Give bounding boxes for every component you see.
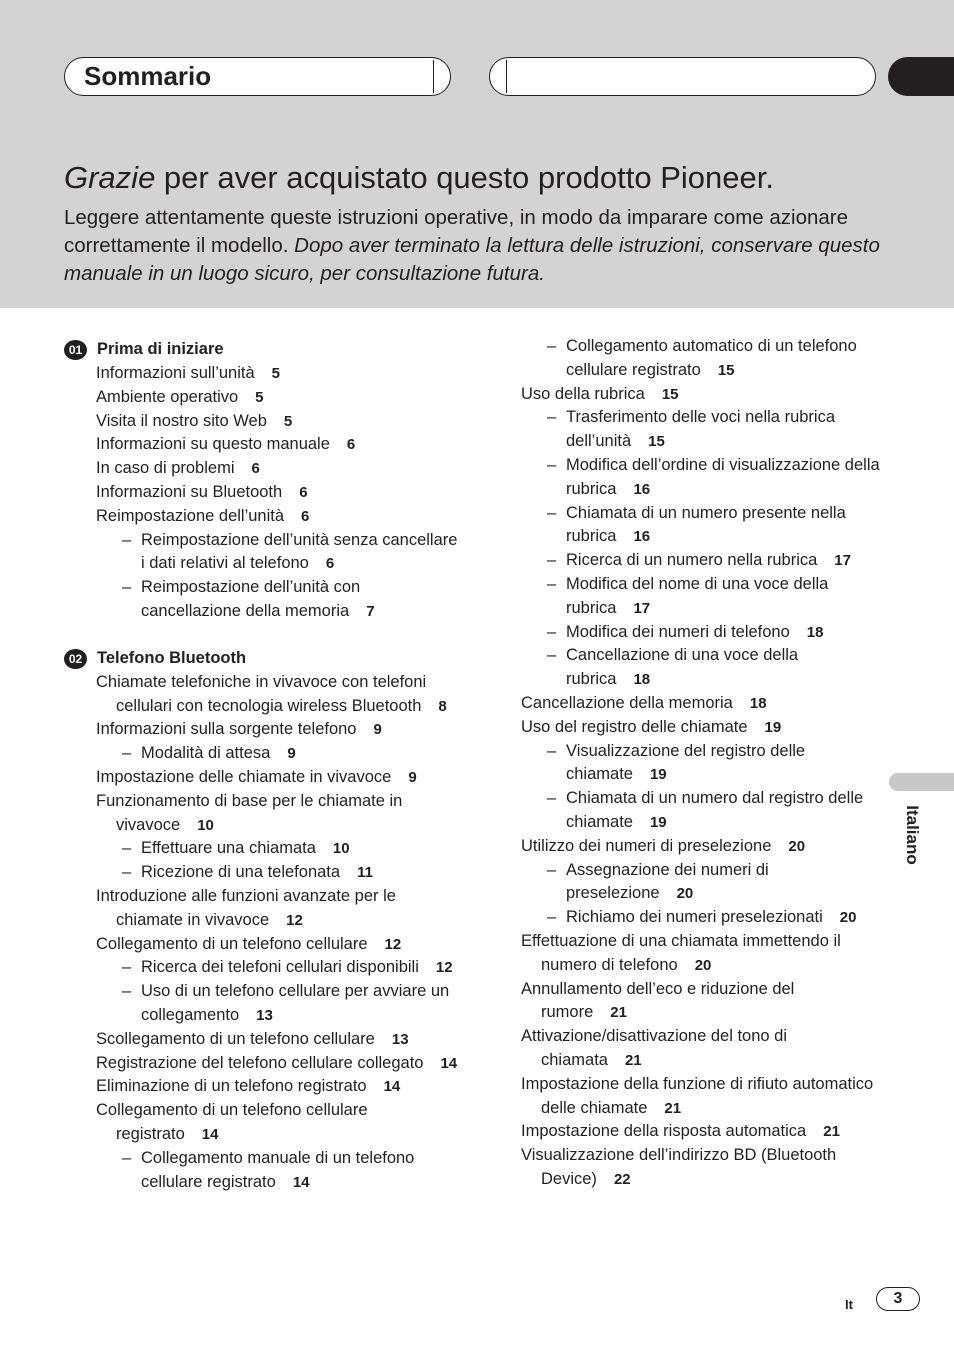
- toc-entry-text: Informazioni sull’unità: [96, 364, 255, 382]
- toc-entry-text: Reimpostazione dell’unità senza cancellare i dati relativi al telefono: [141, 530, 458, 573]
- toc-entry-text: Uso della rubrica: [521, 384, 645, 403]
- toc-entry-text: Informazioni su questo manuale: [96, 435, 330, 454]
- toc-entry-text: Assegnazione dei numeri di preselezione: [566, 860, 769, 903]
- toc-entry-text: Funzionamento di base per le chiamate in vivavoce: [96, 791, 403, 834]
- toc-entry[interactable]: [64, 433, 464, 457]
- toc-page-number: 21: [823, 1123, 840, 1141]
- toc-entry-text: Cancellazione della memoria: [521, 693, 733, 712]
- toc-entry-text: Informazioni su Bluetooth: [96, 482, 283, 501]
- toc-page-number: 15: [661, 385, 679, 403]
- toc-page-number: 20: [839, 909, 857, 927]
- toc-entry[interactable]: [64, 933, 464, 957]
- dash-bullet: –: [122, 578, 132, 597]
- intro-heading: [64, 157, 774, 199]
- toc-entry[interactable]: [64, 529, 464, 577]
- toc-entry-text: Chiamata di un numero presente nella rubrica: [566, 503, 846, 546]
- dash-bullet: –: [547, 789, 557, 808]
- toc-page-number: 17: [834, 552, 851, 570]
- toc-page-number: 21: [610, 1004, 627, 1022]
- tab-divider: [433, 60, 434, 93]
- toc-page-number: 18: [633, 671, 651, 689]
- chapter-title: Prima di iniziare: [97, 340, 224, 358]
- toc-entry[interactable]: [64, 671, 464, 719]
- toc-entry[interactable]: [521, 549, 881, 573]
- toc-right-column: [521, 335, 881, 1192]
- toc-page-number: 12: [384, 935, 402, 953]
- language-side-tab: [889, 773, 954, 791]
- toc-entry[interactable]: [521, 1025, 881, 1073]
- toc-entry[interactable]: [64, 742, 464, 766]
- toc-page-number: 12: [286, 911, 303, 929]
- toc-page-number: 10: [332, 840, 350, 858]
- toc-entry-text: Collegamento manuale di un telefono cellulare registrato: [141, 1148, 415, 1191]
- dash-bullet: –: [547, 503, 557, 522]
- toc-entry-text: Visita il nostro sito Web: [96, 411, 267, 430]
- chapter-heading[interactable]: [64, 338, 464, 362]
- dash-bullet: –: [122, 982, 132, 1001]
- dash-bullet: –: [547, 574, 557, 593]
- dash-bullet: –: [122, 839, 132, 858]
- toc-entry[interactable]: [64, 410, 464, 434]
- dash-bullet: –: [122, 958, 132, 977]
- toc-left-column: [64, 338, 464, 1194]
- toc-entry-text: Informazioni sulla sorgente telefono: [96, 720, 357, 739]
- toc-entry-text: Reimpostazione dell’unità con cancellazione della memoria: [141, 578, 361, 620]
- toc-entry[interactable]: [64, 481, 464, 505]
- toc-page-number: 6: [346, 436, 356, 454]
- toc-page-number: 19: [649, 766, 667, 784]
- toc-page-number: 7: [366, 602, 375, 620]
- toc-page-number: 13: [391, 1030, 409, 1048]
- toc-entry[interactable]: [64, 790, 464, 838]
- toc-entry-text: Modifica dell’ordine di visualizzazione della rubrica: [566, 455, 880, 498]
- toc-entry-text: Modifica dei numeri di telefono: [566, 622, 790, 641]
- toc-entry[interactable]: [64, 576, 464, 624]
- dash-bullet: –: [547, 622, 557, 641]
- toc-entry[interactable]: [64, 1052, 464, 1076]
- toc-page-number: 8: [438, 697, 447, 715]
- toc-page-number: 19: [764, 718, 782, 736]
- language-code: It: [845, 1297, 853, 1312]
- toc-page-number: 20: [676, 885, 694, 903]
- toc-entry[interactable]: [521, 716, 881, 740]
- toc-page-number: 12: [435, 959, 453, 977]
- intro-italic-text: Dopo aver terminato la lettura delle istruzioni, conservare questo manuale in un luogo sicuro, per consultazione futura.: [64, 234, 880, 285]
- toc-page-number: 14: [201, 1125, 219, 1143]
- toc-entry[interactable]: [521, 1120, 881, 1144]
- toc-entry[interactable]: [521, 406, 881, 454]
- toc-entry[interactable]: [64, 1099, 464, 1147]
- toc-entry[interactable]: [521, 1144, 881, 1192]
- toc-entry-text: Collegamento di un telefono cellulare registrato: [96, 1101, 368, 1143]
- toc-page-number: 11: [357, 864, 373, 882]
- dash-bullet: –: [122, 1148, 132, 1167]
- dash-bullet: –: [122, 530, 132, 549]
- tab-divider: [506, 60, 507, 93]
- empty-tab: [489, 57, 876, 96]
- heading-rest: per aver acquistato questo prodotto Pioneer.: [155, 160, 774, 195]
- toc-entry-text: Visualizzazione dell’indirizzo BD (Bluetooth Device): [521, 1146, 837, 1188]
- toc-entry-text: Modalità di attesa: [141, 744, 271, 763]
- toc-chapter: [64, 647, 464, 1195]
- toc-entry[interactable]: [521, 740, 881, 788]
- toc-entry-text: Cancellazione di una voce della rubrica: [566, 646, 799, 689]
- chapter-title: Telefono Bluetooth: [97, 648, 247, 667]
- toc-entry[interactable]: [521, 502, 881, 550]
- toc-entry[interactable]: [521, 906, 881, 930]
- toc-entry[interactable]: [64, 457, 464, 481]
- toc-entry[interactable]: [64, 766, 464, 790]
- toc-page-number: 20: [694, 956, 712, 974]
- toc-entry-text: Utilizzo dei numeri di preselezione: [521, 836, 772, 855]
- toc-entry-text: Impostazione delle chiamate in vivavoce: [96, 767, 392, 786]
- toc-entry-text: Ricerca dei telefoni cellulari disponibili: [141, 958, 419, 977]
- intro-plain-text: Leggere attentamente queste istruzioni operative, in modo da imparare come azionare correttamente il modello.: [64, 206, 849, 257]
- toc-entry-text: Effettuazione di una chiamata immettendo il numero di telefono: [521, 931, 841, 974]
- toc-entry[interactable]: [521, 692, 881, 716]
- section-title: Sommario: [84, 61, 212, 91]
- toc-entry[interactable]: [64, 837, 464, 861]
- toc-entry[interactable]: [64, 362, 464, 386]
- toc-entry[interactable]: [521, 454, 881, 502]
- toc-entry-text: Visualizzazione del registro delle chiamate: [566, 741, 806, 784]
- toc-entry[interactable]: [521, 335, 881, 383]
- toc-page-number: 5: [255, 388, 264, 406]
- toc-page-number: 22: [613, 1170, 631, 1188]
- toc-entry[interactable]: [64, 1147, 464, 1195]
- toc-entry-text: Eliminazione di un telefono registrato: [96, 1077, 367, 1096]
- toc-entry[interactable]: [521, 573, 881, 621]
- dash-bullet: –: [547, 646, 557, 665]
- toc-entry[interactable]: [521, 383, 881, 407]
- toc-entry-text: Ambiente operativo: [96, 387, 239, 406]
- toc-page-number: 9: [373, 721, 382, 739]
- toc-entry[interactable]: [521, 1073, 881, 1121]
- toc-entry-text: Annullamento dell’eco e riduzione del rumore: [521, 979, 795, 1022]
- chapter-number-badge: 01: [64, 340, 87, 360]
- toc-page-number: 5: [283, 412, 293, 430]
- toc-entry-text: Richiamo dei numeri preselezionati: [566, 908, 823, 927]
- toc-page-number: 18: [806, 623, 824, 641]
- toc-page-number: 18: [749, 694, 767, 712]
- toc-page-number: 15: [717, 361, 735, 379]
- toc-chapter: [64, 338, 464, 624]
- toc-page-number: 6: [325, 555, 335, 573]
- toc-entry-text: Scollegamento di un telefono cellulare: [96, 1029, 375, 1048]
- toc-entry[interactable]: [521, 621, 881, 645]
- toc-entry-text: Introduzione alle funzioni avanzate per le chiamate in vivavoce: [96, 886, 396, 929]
- toc-page-number: 19: [649, 813, 667, 831]
- toc-entry[interactable]: [64, 885, 464, 933]
- toc-entry-text: Reimpostazione dell’unità: [96, 506, 285, 525]
- toc-entry-text: Trasferimento delle voci nella rubrica dell’unità: [566, 408, 836, 451]
- toc-page-number: 6: [301, 507, 310, 525]
- toc-entry-text: Ricezione di una telefonata: [141, 863, 341, 882]
- toc-page-number: 6: [299, 483, 308, 501]
- toc-entry[interactable]: [521, 644, 881, 692]
- toc-page-number: 21: [664, 1099, 682, 1117]
- toc-entry-text: Chiamate telefoniche in vivavoce con telefoni cellulari con tecnologia wireless Bluetooth: [96, 672, 427, 715]
- dash-bullet: –: [547, 908, 557, 927]
- toc-entry[interactable]: [64, 718, 464, 742]
- toc-page-number: 9: [287, 745, 296, 763]
- toc-page-number: 9: [408, 768, 417, 786]
- toc-entry[interactable]: [64, 1028, 464, 1052]
- toc-entry-text: Uso del registro delle chiamate: [521, 717, 748, 736]
- chapter-heading[interactable]: [64, 647, 464, 671]
- dash-bullet: –: [547, 455, 557, 474]
- black-tab: [888, 57, 954, 96]
- toc-entry-text: Collegamento di un telefono cellulare: [96, 934, 368, 953]
- toc-entry-text: Collegamento automatico di un telefono cellulare registrato: [566, 337, 857, 379]
- intro-paragraph: [64, 204, 884, 288]
- dash-bullet: –: [122, 863, 132, 882]
- page-number: 3: [876, 1287, 920, 1311]
- toc-page-number: 16: [633, 528, 651, 546]
- heading-emphasis: Grazie: [64, 160, 156, 195]
- toc-entry[interactable]: [521, 835, 881, 859]
- toc-page-number: 21: [624, 1051, 642, 1069]
- toc-page-number: 20: [788, 837, 806, 855]
- toc-page-number: 16: [633, 480, 651, 498]
- toc-page-number: 14: [292, 1173, 310, 1191]
- dash-bullet: –: [547, 860, 557, 879]
- toc-entry-text: Ricerca di un numero nella rubrica: [566, 551, 818, 570]
- dash-bullet: –: [547, 337, 557, 355]
- toc-page-number: 6: [251, 460, 260, 478]
- toc-entry-text: Modifica del nome di una voce della rubrica: [566, 574, 829, 617]
- dash-bullet: –: [122, 744, 132, 763]
- chapter-number-badge: 02: [64, 649, 87, 669]
- toc-entry-text: Impostazione della funzione di rifiuto automatico delle chiamate: [521, 1074, 874, 1117]
- toc-entry-text: Impostazione della risposta automatica: [521, 1122, 807, 1141]
- toc-page-number: 10: [197, 816, 214, 834]
- dash-bullet: –: [547, 408, 557, 427]
- toc-page-number: 14: [440, 1054, 458, 1072]
- toc-entry-text: Uso di un telefono cellulare per avviare un collegamento: [141, 982, 450, 1024]
- toc-entry[interactable]: [521, 787, 881, 835]
- toc-page-number: 17: [633, 599, 651, 617]
- toc-entry-text: Attivazione/disattivazione del tono di chiamata: [521, 1027, 787, 1069]
- toc-entry[interactable]: [64, 861, 464, 885]
- dash-bullet: –: [547, 551, 557, 570]
- toc-page-number: 14: [383, 1078, 401, 1096]
- toc-entry-text: Registrazione del telefono cellulare collegato: [96, 1053, 424, 1072]
- toc-page-number: 15: [648, 433, 665, 451]
- dash-bullet: –: [547, 741, 557, 760]
- toc-entry-text: Chiamata di un numero dal registro delle chiamate: [566, 789, 864, 831]
- toc-entry[interactable]: [64, 1075, 464, 1099]
- toc-entry-text: Effettuare una chiamata: [141, 839, 316, 858]
- toc-entry[interactable]: [64, 505, 464, 529]
- toc-entry[interactable]: [521, 930, 881, 978]
- toc-entry[interactable]: [64, 386, 464, 410]
- toc-entry[interactable]: [521, 859, 881, 907]
- toc-page-number: 5: [271, 365, 281, 382]
- toc-entry[interactable]: [64, 980, 464, 1028]
- toc-page-number: 13: [256, 1006, 273, 1024]
- side-language-label: Italiano: [903, 805, 922, 865]
- toc-entry[interactable]: [521, 978, 881, 1026]
- toc-entry-text: In caso di problemi: [96, 459, 235, 478]
- toc-entry[interactable]: [64, 956, 464, 980]
